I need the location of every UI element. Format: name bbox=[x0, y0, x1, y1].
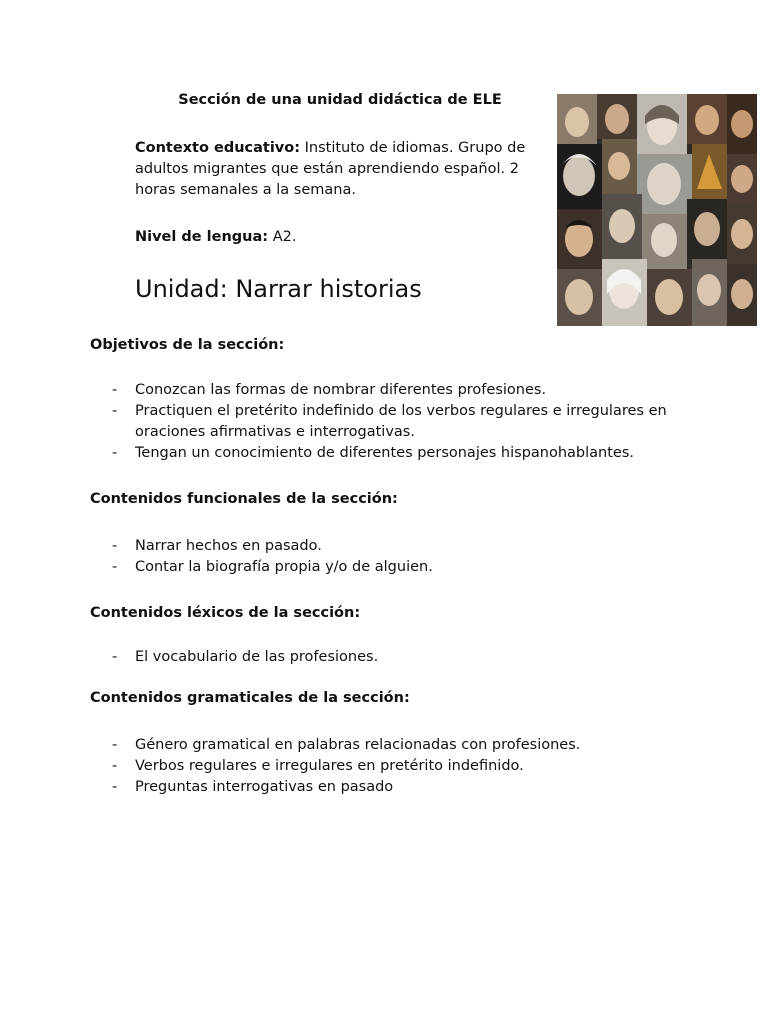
document-title: Sección de una unidad didáctica de ELE bbox=[178, 92, 502, 108]
list-item bbox=[90, 777, 690, 798]
list-bullet: - bbox=[112, 559, 118, 575]
lexical-contents-heading: Contenidos léxicos de la sección: bbox=[90, 605, 361, 621]
list-item bbox=[90, 380, 690, 401]
list-item bbox=[90, 756, 690, 777]
list-item bbox=[90, 536, 690, 557]
objectives-list bbox=[90, 380, 690, 464]
list-item-text: El vocabulario de las profesiones. bbox=[135, 649, 379, 665]
language-level bbox=[135, 227, 545, 248]
unit-title: Unidad: Narrar historias bbox=[135, 275, 422, 303]
list-bullet: - bbox=[112, 737, 118, 753]
list-bullet: - bbox=[112, 403, 118, 419]
portrait-collage-photo bbox=[557, 94, 757, 326]
list-item bbox=[90, 443, 690, 464]
list-item bbox=[90, 735, 690, 756]
list-bullet: - bbox=[112, 445, 118, 461]
list-item-text: Conozcan las formas de nombrar diferentes profesiones. bbox=[135, 382, 547, 398]
list-item-text: Verbos regulares e irregulares en pretérito indefinido. bbox=[135, 758, 524, 774]
list-item bbox=[90, 557, 690, 578]
list-item-text: Narrar hechos en pasado. bbox=[135, 538, 322, 554]
educational-context-text: Instituto de idiomas. Grupo de adultos migrantes que están aprendiendo español. 2 horas semanales a la semana. bbox=[135, 140, 526, 198]
list-bullet: - bbox=[112, 538, 118, 554]
objectives-heading: Objetivos de la sección: bbox=[90, 337, 285, 353]
grammatical-contents-heading: Contenidos gramaticales de la sección: bbox=[90, 690, 410, 706]
list-item-text: Tengan un conocimiento de diferentes personajes hispanohablantes. bbox=[135, 445, 635, 461]
list-item-text: Preguntas interrogativas en pasado bbox=[135, 779, 394, 795]
functional-contents-heading: Contenidos funcionales de la sección: bbox=[90, 491, 398, 507]
functional-contents-list bbox=[90, 536, 690, 578]
list-item bbox=[90, 401, 690, 443]
list-bullet: - bbox=[112, 382, 118, 398]
lexical-contents-list bbox=[90, 647, 690, 668]
list-bullet: - bbox=[112, 649, 118, 665]
list-item-text: Género gramatical en palabras relacionadas con profesiones. bbox=[135, 737, 581, 753]
grammatical-contents-list bbox=[90, 735, 690, 798]
list-bullet: - bbox=[112, 758, 118, 774]
educational-context-label: Contexto educativo: bbox=[135, 140, 301, 156]
list-item-text: Practiquen el pretérito indefinido de los verbos regulares e irregulares en oraciones afirmativas e interrogativas. bbox=[135, 403, 667, 440]
list-item bbox=[90, 647, 690, 668]
language-level-label: Nivel de lengua: bbox=[135, 229, 269, 245]
language-level-text: A2. bbox=[268, 229, 297, 245]
list-bullet: - bbox=[112, 779, 118, 795]
list-item-text: Contar la biografía propia y/o de alguien. bbox=[135, 559, 433, 575]
portrait-collage-graphic bbox=[557, 94, 757, 326]
educational-context bbox=[135, 138, 545, 201]
